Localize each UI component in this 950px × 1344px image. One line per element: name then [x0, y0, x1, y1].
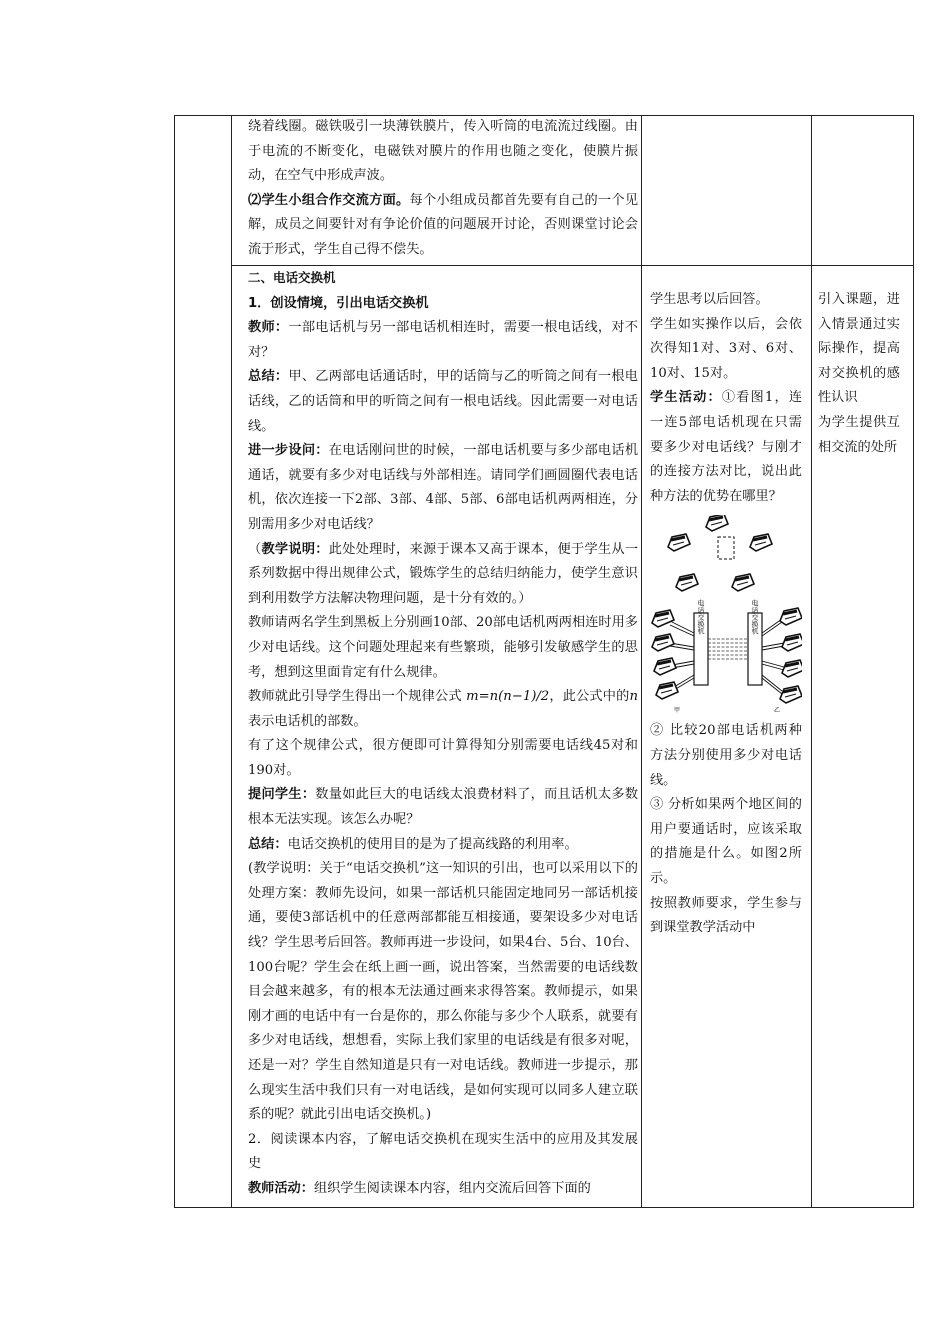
ask-students: 提问学生：数量如此巨大的电话线太浪费材料了，而且话机太多数根本无法实现。该怎么办呢？	[248, 787, 639, 828]
summary-1: 总结：甲、乙两部电话通话时，甲的话筒与乙的听筒之间有一根电话线，乙的话筒和甲的听筒之间有一根电话线。因此需要一对电话线。	[248, 369, 638, 434]
student-answer: 学生思考以后回答。	[650, 292, 769, 307]
phone-icon	[652, 634, 674, 651]
phone-icon	[732, 574, 754, 591]
teacher-question: 教师：一部电话机与另一部电话机相连时，需要一根电话线，对不对？	[248, 320, 638, 360]
further-question: 进一步设问：在电话刚问世的时候，一部电话机要与多少部电话机通话，就要有多少对电话线与外部相连。请同学们画圆圈代表电话机，依次连接一下2部、3部、4部、5部、6部电话机两两相连，分别需用多少对电话线？	[248, 443, 639, 532]
student-participate: 按照教师要求，学生参与到课堂教学活动中	[650, 895, 802, 936]
subscriber-lines	[670, 619, 784, 694]
telephone-diagram	[650, 515, 802, 715]
col-divider-2	[641, 116, 642, 1207]
teacher-activity: 教师活动：组织学生阅读课本内容，组内交流后回答下面的	[248, 1180, 591, 1196]
phone-icon	[676, 574, 698, 591]
subheading-1: 1．创设情境，引出电话交换机	[248, 295, 429, 311]
label-jia: 甲	[674, 707, 681, 715]
student-result: 学生如实操作以后，会依次得知1对、3对、6对、10对、15对。	[650, 316, 802, 381]
phone-icon	[782, 634, 802, 651]
student-activity-cell	[650, 288, 802, 941]
phone-icon	[780, 686, 802, 703]
figure-telephones	[650, 515, 802, 715]
top-section-cell	[248, 115, 638, 263]
section2-cell	[248, 266, 638, 1202]
student-activity: 学生活动：①看图1，连一连5部电话机现在只需要多少对电话线？与刚才的连接方法对比，说出此种方法的优势在哪里？	[650, 390, 803, 504]
phone-icon	[782, 660, 802, 677]
col-divider-3	[811, 116, 812, 1207]
design-intent-cell	[818, 288, 900, 460]
teaching-note-1: （教学说明：此处处理时，来源于课本又高于课本，便于学生从一系列数据中得出规律公式，锻炼学生的总结归纳能力，使学生意识到利用数学方法解决物理问题，是十分有效的。）	[248, 541, 639, 606]
subheading-2: 2．阅读课本内容，了解电话交换机在现实生活中的应用及其发展史	[248, 1131, 638, 1172]
group-exchange-text: 每个小组成员都首先要有自己的一个见解，成员之间要针对有争论价值的问题展开讨论，否则课堂讨论会流于形式，学生自己得不偿失。	[248, 192, 639, 257]
intent-2: 为学生提供互相交流的处所	[818, 414, 900, 455]
phone-icon	[750, 534, 772, 551]
teaching-note-2: (教学说明：关于“电话交换机”这一知识的引出，也可以采用以下的处理方案：教师先设问，如果一部话机只能固定地同另一部话机接通，要使3部话机中的任意两部都能互相接通，要架设多少对电话线？学生思考后回答。教师再进一步设问，如果4台、5台、10台、100台呢？学生会在纸上画一画，说出答案，当然需要的电话线数目会越来越多，有的根本无法通过画来求得答案。教师提示，如果刚才画的电话中有一台是你的，那么你能与多少个人联系，就要有多少对电话线，想想看，实际上我们家里的电话线是有很多对呢，还是一对？学生自然知道是只有一对电话线。教师进一步提示，那么现实生活中我们只有一对电话线，是如何实现可以同多人建立联系的呢？就此引出电话交换机。)	[248, 861, 638, 1123]
trunk-lines	[708, 639, 748, 659]
intent-1: 引入课题，进入情景通过实际操作，提高对交换机的感性认识	[818, 292, 900, 406]
exchange-left-label: 电话交换机	[697, 599, 705, 635]
phone-icon	[652, 610, 674, 627]
formula-paragraph: 教师就此引导学生得出一个规律公式 m=n(n−1)/2，此公式中的n表示电话机的部数。	[248, 689, 638, 729]
section-heading: 二、电话交换机	[248, 270, 336, 285]
top-paragraph-1: 绕着线圈。磁铁吸引一块薄铁膜片，传入听筒的电流流过线圈。由于电流的不断变化，电磁铁对膜片的作用也随之变化，使膜片振动，在空气中形成声波。	[248, 119, 638, 184]
phone-icon	[654, 658, 676, 675]
result-paragraph: 有了这个规律公式，很方便即可计算得知分别需要电话线45对和190对。	[248, 738, 638, 778]
summary-2: 总结：电话交换机的使用目的是为了提高线路的利用率。	[248, 836, 578, 852]
formula: m=n(n−1)/2	[466, 689, 550, 705]
group-exchange-label: ⑵学生小组合作交流方面。	[248, 192, 410, 208]
label-yi: 乙	[774, 707, 781, 715]
phone-icon	[656, 682, 678, 699]
student-analyze: ③ 分析如果两个地区间的用户要通话时，应该采取的措施是什么。如图2所示。	[650, 797, 802, 886]
col-divider-1	[231, 116, 232, 1207]
top-paragraph-2	[248, 189, 638, 263]
phone-icon	[780, 608, 802, 625]
phone-icon	[706, 515, 728, 531]
phone-icon	[668, 534, 690, 551]
board-paragraph: 教师请两名学生到黑板上分别画10部、20部电话机两两相连时用多少对电话线。这个问题处理起来有些繁琐，能够引发敏感学生的思考，想到这里面肯定有什么规律。	[248, 615, 638, 680]
exchange-right-label: 电话交换机	[751, 599, 759, 635]
student-compare: ② 比较20部电话机两种方法分别使用多少对电话线。	[650, 723, 802, 788]
exchange-placeholder	[718, 537, 734, 559]
